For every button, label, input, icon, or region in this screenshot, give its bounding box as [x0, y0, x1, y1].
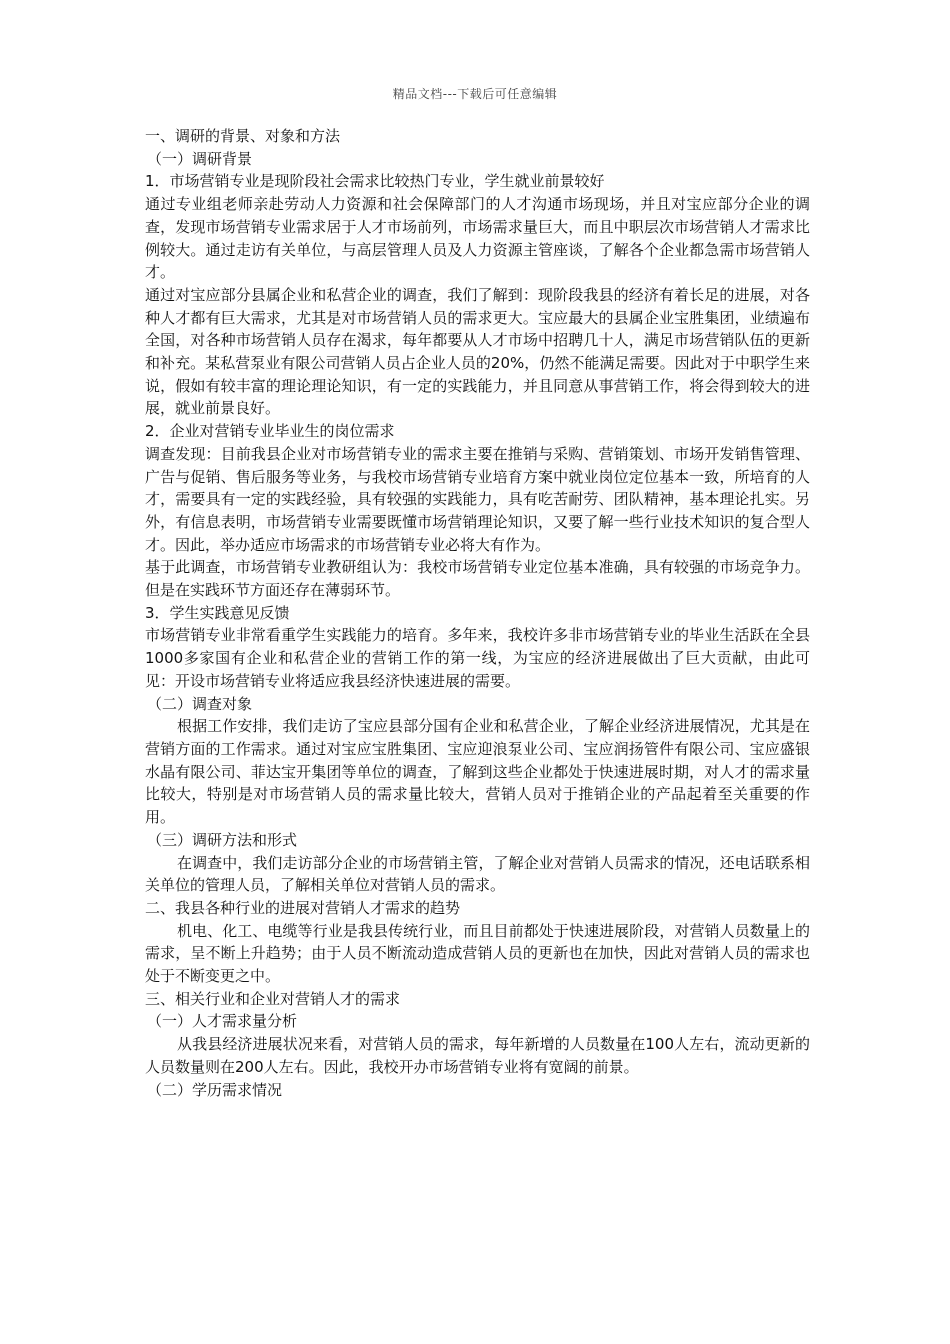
- heading-1-2: （二）调查对象: [147, 694, 253, 713]
- paragraph: 机电、化工、电缆等行业是我县传统行业，而且目前都处于快速进展阶段，对营销人员数量上的需求，呈不断上升趋势；由于人员不断流动造成营销人员的更新也在加快，因此对营销人员的需求也处于不断变更之中。: [145, 921, 810, 986]
- document-body: [145, 125, 810, 1101]
- heading-1-1: （一）调研背景: [147, 149, 253, 168]
- paragraph: 根据工作安排，我们走访了宝应县部分国有企业和私营企业，了解企业经济进展情况，尤其是在营销方面的工作需求。通过对宝应宝胜集团、宝应迎浪泵业公司、宝应润扬管件有限公司、宝应盛银水晶有限公司、菲达宝开集团等单位的调查，了解到这些企业都处于快速进展时期，对人才的需求量比较大，特别是对市场营销人员的需求量比较大，营销人员对于推销企业的产品起着至关重要的作用。: [145, 717, 810, 827]
- item-3-title: 3．学生实践意见反馈: [145, 603, 290, 622]
- paragraph: 市场营销专业非常看重学生实践能力的培育。多年来，我校许多非市场营销专业的毕业生活跃在全县1000多家国有企业和私营企业的营销工作的第一线，为宝应的经济进展做出了巨大贡献，由此可见：开设市场营销专业将适应我县经济快速进展的需要。: [145, 626, 810, 690]
- paragraph: 从我县经济进展状况来看，对营销人员的需求，每年新增的人员数量在100人左右，流动更新的人员数量则在200人左右。因此，我校开办市场营销专业将有宽阔的前景。: [145, 1035, 810, 1076]
- heading-3: 三、相关行业和企业对营销人才的需求: [145, 989, 401, 1008]
- heading-2: 二、我县各种行业的进展对营销人才需求的趋势: [145, 898, 461, 917]
- paragraph: 基于此调查，市场营销专业教研组认为：我校市场营销专业定位基本准确，具有较强的市场竞争力。但是在实践环节方面还存在薄弱环节。: [145, 558, 810, 600]
- page-header: 精品文档---下载后可任意编辑: [392, 87, 558, 101]
- heading-1: 一、调研的背景、对象和方法: [145, 127, 341, 145]
- paragraph: 通过对宝应部分县属企业和私营企业的调查，我们了解到：现阶段我县的经济有着长足的进展，对各种人才都有巨大需求，尤其是对市场营销人员的需求更大。宝应最大的县属企业宝胜集团，业绩遍布全国，对各种市场营销人员存在渴求，每年都要从人才市场中招聘几十人，满足市场营销队伍的更新和补充。某私营泵业有限公司营销人员占企业人员的20%，仍然不能满足需要。因此对于中职学生来说，假如有较丰富的理论理论知识，有一定的实践能力，并且同意从事营销工作，将会得到较大的进展，就业前景良好。: [145, 285, 810, 418]
- heading-1-3: （三）调研方法和形式: [147, 830, 298, 849]
- paragraph: 通过专业组老师亲赴劳动人力资源和社会保障部门的人才沟通市场现场，并且对宝应部分企业的调查，发现市场营销专业需求居于人才市场前列，市场需求量巨大，而且中职层次市场营销人才需求比例较大。通过走访有关单位，与高层管理人员及人力资源主管座谈，了解各个企业都急需市场营销人才。: [145, 195, 810, 282]
- item-1-title: 1．市场营销专业是现阶段社会需求比较热门专业，学生就业前景较好: [145, 172, 605, 191]
- paragraph: 在调查中，我们走访部分企业的市场营销主管，了解企业对营销人员需求的情况，还电话联系相关单位的管理人员，了解相关单位对营销人员的需求。: [145, 853, 810, 895]
- heading-3-2: （二）学历需求情况: [147, 1080, 283, 1099]
- item-2-title: 2．企业对营销专业毕业生的岗位需求: [145, 422, 395, 441]
- paragraph: 调查发现：目前我县企业对市场营销专业的需求主要在推销与采购、营销策划、市场开发销售管理、广告与促销、售后服务等业务，与我校市场营销专业培育方案中就业岗位定位基本一致，所培育的人才，需要具有一定的实践经验，具有较强的实践能力，具有吃苦耐劳、团队精神，基本理论扎实。另外，有信息表明，市场营销专业需要既懂市场营销理论知识，又要了解一些行业技术知识的复合型人才。因此，举办适应市场需求的市场营销专业必将大有作为。: [145, 444, 810, 554]
- heading-3-1: （一）人才需求量分析: [147, 1012, 298, 1031]
